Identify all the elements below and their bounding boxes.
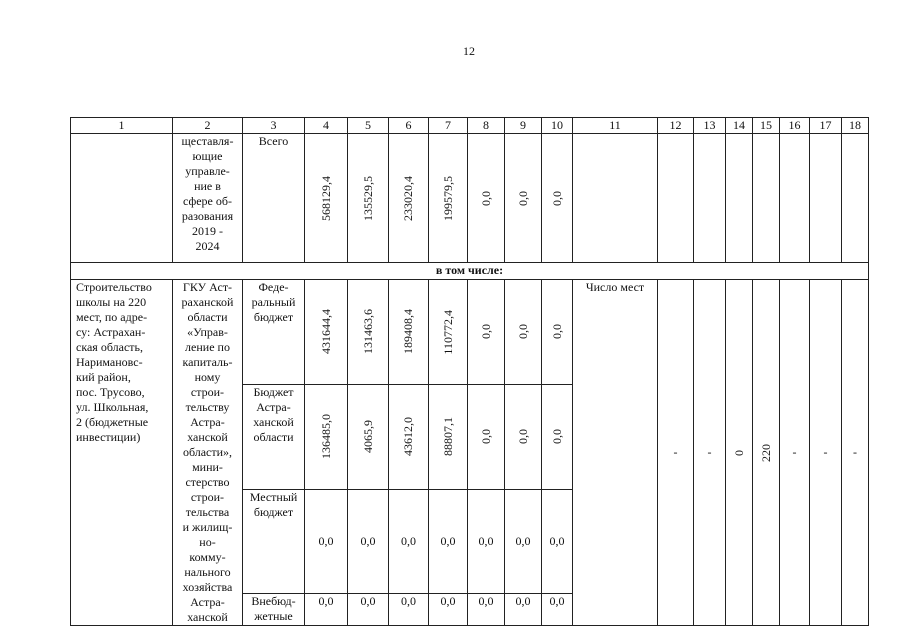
col-number: 15 bbox=[753, 118, 780, 134]
column-number-row bbox=[71, 118, 869, 134]
indicator-value: - bbox=[842, 280, 869, 626]
indicator-value: - bbox=[694, 280, 726, 626]
project-name-cell: Строительство школы на 220 мест, по адре- су: Астрахан- ская область, Наримановс- кий район, пос. Трусово, ул. Школьная, 2 (бюджетные инвестиции) bbox=[71, 280, 173, 626]
col-number: 3 bbox=[243, 118, 305, 134]
budget-row-federal bbox=[71, 280, 869, 385]
value-cell: 199579,5 bbox=[440, 175, 455, 221]
value-cell: 0,0 bbox=[515, 429, 530, 445]
col-number: 10 bbox=[542, 118, 573, 134]
value-cell: 0,0 bbox=[468, 489, 505, 593]
budget-name: Феде- ральный бюджет bbox=[243, 280, 305, 385]
value-cell: 43612,0 bbox=[401, 417, 415, 457]
indicator-value: - bbox=[658, 280, 694, 626]
value-cell: 0,0 bbox=[305, 489, 348, 593]
value-cell: 136485,0 bbox=[318, 414, 333, 460]
value-cell: 135529,5 bbox=[360, 175, 375, 221]
col-number: 6 bbox=[389, 118, 429, 134]
indicator-value: - bbox=[810, 280, 842, 626]
including-label: в том числе: bbox=[71, 263, 869, 280]
budget-name: Бюджет Астра- ханской области bbox=[243, 384, 305, 489]
value-cell: 0,0 bbox=[305, 593, 348, 625]
col-number: 14 bbox=[726, 118, 753, 134]
value-cell: 0,0 bbox=[389, 593, 429, 625]
col-number: 16 bbox=[780, 118, 810, 134]
value-cell: 0,0 bbox=[515, 324, 530, 340]
col-number: 12 bbox=[658, 118, 694, 134]
total-row bbox=[71, 134, 869, 263]
value-cell: 189408,4 bbox=[401, 309, 415, 355]
col-number: 17 bbox=[810, 118, 842, 134]
col-number: 8 bbox=[468, 118, 505, 134]
budget-table bbox=[70, 117, 869, 626]
budget-name: Местный бюджет bbox=[243, 489, 305, 593]
col-number: 18 bbox=[842, 118, 869, 134]
col-number: 4 bbox=[305, 118, 348, 134]
value-cell: 0,0 bbox=[549, 429, 564, 445]
value-cell: 4065,9 bbox=[360, 420, 375, 454]
value-cell: 0,0 bbox=[348, 489, 389, 593]
page-number: 12 bbox=[463, 44, 475, 58]
col-number: 9 bbox=[505, 118, 542, 134]
value-cell: 0,0 bbox=[505, 489, 542, 593]
indicator-name: Число мест bbox=[573, 280, 658, 626]
value-cell: 0,0 bbox=[389, 489, 429, 593]
col-number: 2 bbox=[173, 118, 243, 134]
col-number: 7 bbox=[429, 118, 468, 134]
value-cell: 0,0 bbox=[542, 593, 573, 625]
indicator-value: 220 bbox=[758, 443, 773, 462]
value-cell: 0,0 bbox=[505, 593, 542, 625]
value-cell: 0,0 bbox=[429, 489, 468, 593]
budget-name: Внебюд- жетные bbox=[243, 593, 305, 625]
value-cell: 0,0 bbox=[478, 190, 493, 206]
value-cell: 0,0 bbox=[478, 324, 493, 340]
indicator-value: - bbox=[780, 280, 810, 626]
col-number: 13 bbox=[694, 118, 726, 134]
value-cell: 0,0 bbox=[542, 489, 573, 593]
value-cell: 0,0 bbox=[549, 324, 564, 340]
value-cell: 0,0 bbox=[515, 190, 530, 206]
value-cell: 131463,6 bbox=[360, 309, 375, 355]
value-cell: 0,0 bbox=[468, 593, 505, 625]
indicator-value: 0 bbox=[731, 449, 746, 456]
col-number: 1 bbox=[71, 118, 173, 134]
value-cell: 0,0 bbox=[348, 593, 389, 625]
value-cell: 0,0 bbox=[549, 190, 564, 206]
col-number: 5 bbox=[348, 118, 389, 134]
value-cell: 431644,4 bbox=[318, 309, 333, 355]
executor-cell: ГКУ Аст- раханской области «Управ- ление по капиталь- ному строи- тельству Астра- ханской области», мини- стерство строи- тельства и жилищ- но- комму- нального хозяйства Астра- ханской bbox=[173, 280, 243, 626]
col-number: 11 bbox=[573, 118, 658, 134]
total-label: Всего bbox=[243, 134, 305, 263]
value-cell: 110772,4 bbox=[440, 309, 455, 355]
executor-cell: щеставля- ющие управле- ние в сфере об- разования 2019 - 2024 bbox=[173, 134, 243, 263]
value-cell: 233020,4 bbox=[401, 175, 415, 221]
value-cell: 0,0 bbox=[478, 429, 493, 445]
value-cell: 88807,1 bbox=[440, 417, 455, 457]
value-cell: 568129,4 bbox=[318, 175, 333, 221]
value-cell: 0,0 bbox=[429, 593, 468, 625]
including-row bbox=[71, 263, 869, 280]
